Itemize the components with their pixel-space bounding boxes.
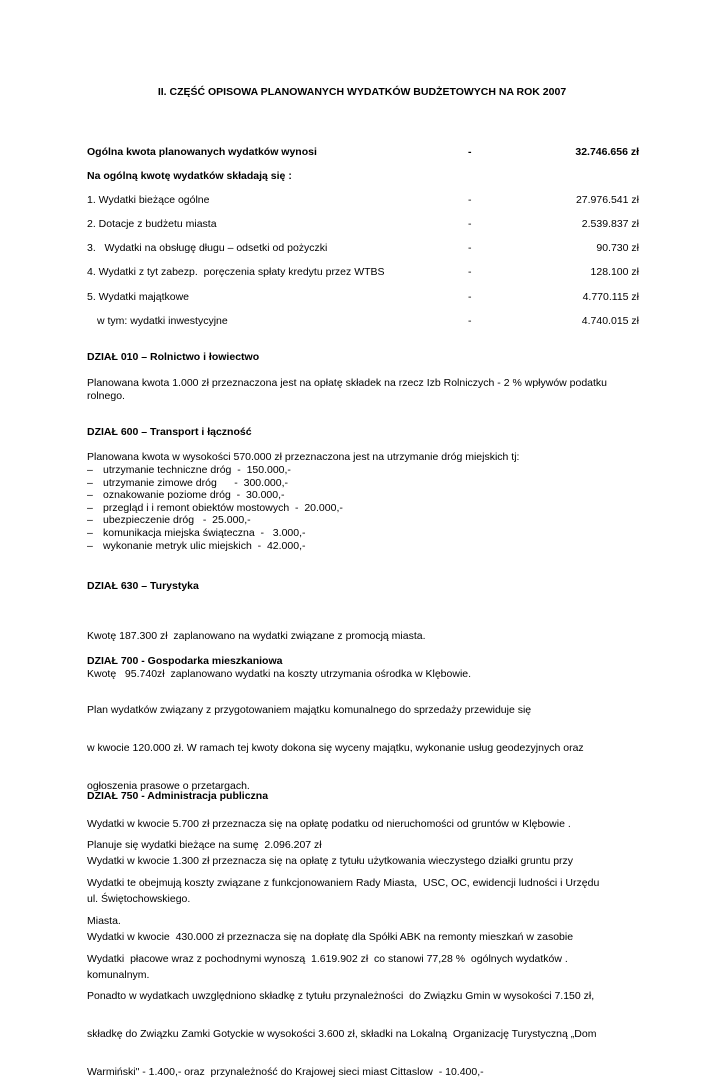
- section-700-line: Wydatki w kwocie 430.000 zł przeznacza się na dopłatę dla Spółki ABK na remonty mieszkań w zasobie: [87, 930, 574, 943]
- summary-item-dash: -: [468, 266, 472, 278]
- summary-item-label: 4. Wydatki z tyt zabezp. poręczenia spłaty kredytu przez WTBS: [87, 266, 385, 278]
- section-600-intro: [87, 451, 647, 464]
- section-010-text: [87, 377, 647, 402]
- summary-item-value: 27.976.541 zł: [575, 194, 639, 206]
- list-item: – utrzymanie techniczne dróg - 150.000,-: [87, 464, 343, 477]
- summary-item-label: 2. Dotacje z budżetu miasta: [87, 218, 217, 230]
- section-750-line: Planuje się wydatki bieżące na sumę 2.096.207 zł: [87, 839, 322, 852]
- summary-item: [87, 315, 639, 329]
- section-700-line: ul. Świętochowskiego.: [87, 893, 191, 906]
- section-600-intro-text: Planowana kwota w wysokości 570.000 zł przeznaczona jest na utrzymanie dróg miejskich tj:: [87, 451, 520, 463]
- section-630-line: Kwotę 95.740zł zaplanowano wydatki na koszty utrzymania ośrodka w Klębowie.: [87, 667, 472, 680]
- summary-item-dash: -: [468, 315, 472, 327]
- summary-item: [87, 194, 639, 208]
- summary-item: [87, 218, 639, 232]
- composition-row: [87, 170, 639, 184]
- summary-item-value: 4.740.015 zł: [581, 315, 639, 327]
- summary-item-value: 4.770.115 zł: [582, 291, 639, 303]
- page-title: II. CZĘŚĆ OPISOWA PLANOWANYCH WYDATKÓW BUDŻETOWYCH NA ROK 2007: [157, 86, 567, 98]
- section-700-line: komunalnym.: [87, 968, 150, 981]
- summary-item: [87, 242, 639, 256]
- section-010-paragraph: Planowana kwota 1.000 zł przeznaczona jest na opłatę składek na rzecz Izb Rolniczych - 2 % wpływów podatku rolnego.: [87, 377, 608, 402]
- section-700-line: Wydatki w kwocie 1.300 zł przeznacza się na opłatę z tytułu użytkowania wieczystego działki gruntu przy: [87, 855, 574, 868]
- section-600-list: [87, 464, 343, 552]
- section-630-title: DZIAŁ 630 – Turystyka: [87, 580, 199, 592]
- summary-item-value: 2.539.837 zł: [581, 218, 639, 230]
- section-700-title: DZIAŁ 700 - Gospodarka mieszkaniowa: [87, 655, 283, 667]
- summary-item-label: 1. Wydatki bieżące ogólne: [87, 194, 210, 206]
- summary-item-dash: -: [468, 218, 472, 230]
- summary-item-label: w tym: wydatki inwestycyjne: [97, 315, 228, 327]
- section-750-line: Miasta.: [87, 914, 121, 927]
- summary-item-dash: -: [468, 291, 472, 303]
- section-700-line: Plan wydatków związany z przygotowaniem majątku komunalnego do sprzedaży przewiduje się: [87, 704, 532, 717]
- section-750-text: [87, 814, 647, 1091]
- summary-item-label: 3. Wydatki na obsługę długu – odsetki od pożyczki: [87, 242, 328, 254]
- summary-item-value: 90.730 zł: [596, 242, 639, 254]
- total-dash: -: [468, 146, 472, 158]
- section-600-title: DZIAŁ 600 – Transport i łączność: [87, 426, 252, 438]
- section-700-line: w kwocie 120.000 zł. W ramach tej kwoty dokona się wyceny majątku, wykonanie usług geodezyjnych oraz: [87, 741, 584, 754]
- section-010-title: DZIAŁ 010 – Rolnictwo i łowiectwo: [87, 351, 260, 363]
- section-750-line: Ponadto w wydatkach uwzględniono składkę z tytułu przynależności do Związku Gmin w wysokości 7.150 zł,: [87, 990, 595, 1003]
- summary-item-dash: -: [468, 194, 472, 206]
- list-item: – oznakowanie poziome dróg - 30.000,-: [87, 489, 343, 502]
- section-700-line: Wydatki w kwocie 5.700 zł przeznacza się na opłatę podatku od nieruchomości od gruntów w Klębowie .: [87, 817, 571, 830]
- list-item: – przegląd i i remont obiektów mostowych - 20.000,-: [87, 502, 343, 515]
- section-750-line: Wydatki płacowe wraz z pochodnymi wynoszą 1.619.902 zł co stanowi 77,28 % ogólnych wydatków .: [87, 952, 568, 965]
- section-750-title: DZIAŁ 750 - Administracja publiczna: [87, 790, 269, 802]
- composition-label: Na ogólną kwotę wydatków składają się :: [87, 170, 292, 182]
- section-750-line: Warmiński" - 1.400,- oraz przynależność do Krajowej sieci miast Cittaslow - 10.400,-: [87, 1065, 484, 1078]
- section-700-line: ogłoszenia prasowe o przetargach.: [87, 779, 250, 792]
- summary-item: [87, 266, 639, 280]
- summary-item-label: 5. Wydatki majątkowe: [87, 291, 190, 303]
- total-row: [87, 146, 639, 160]
- section-750-line: składkę do Związku Zamki Gotyckie w wysokości 3.600 zł, składki na Lokalną Organizację Turystyczną „Dom: [87, 1028, 597, 1041]
- list-item: – komunikacja miejska świąteczna - 3.000,-: [87, 527, 343, 540]
- list-item: – wykonanie metryk ulic miejskich - 42.000,-: [87, 540, 343, 553]
- list-item: – ubezpieczenie dróg - 25.000,-: [87, 514, 343, 527]
- summary-item: [87, 291, 639, 305]
- summary-item-dash: -: [468, 242, 472, 254]
- total-value: 32.746.656 zł: [575, 146, 639, 158]
- list-item: – utrzymanie zimowe dróg - 300.000,-: [87, 477, 343, 490]
- summary-item-value: 128.100 zł: [590, 266, 639, 278]
- total-label: Ogólna kwota planowanych wydatków wynosi: [87, 146, 317, 158]
- section-630-line: Kwotę 187.300 zł zaplanowano na wydatki związane z promocją miasta.: [87, 630, 426, 643]
- section-750-line: Wydatki te obejmują koszty związane z funkcjonowaniem Rady Miasta, USC, OC, ewidencji ludności i Urzędu: [87, 876, 600, 889]
